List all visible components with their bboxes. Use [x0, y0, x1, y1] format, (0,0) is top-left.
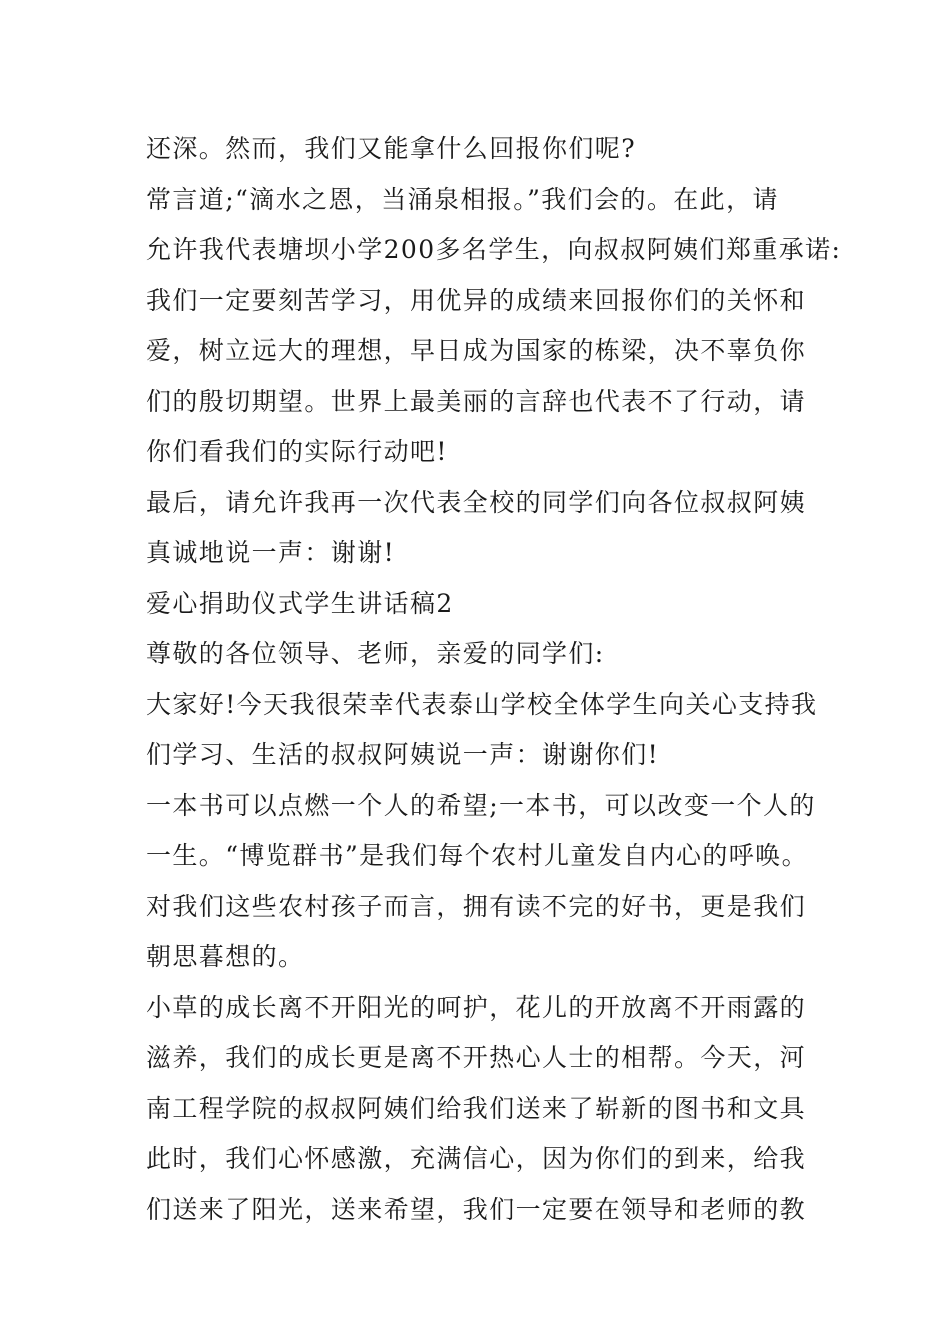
text-line: 南工程学院的叔叔阿姨们给我们送来了崭新的图书和文具 [146, 1093, 807, 1123]
body-text [146, 124, 842, 1235]
text-line: 还深。然而，我们又能拿什么回报你们呢? [146, 134, 637, 163]
text-line: 常言道;“滴水之恩，当涌泉相报。”我们会的。在此，请 [146, 184, 779, 214]
text-line: 我们一定要刻苦学习，用优异的成绩来回报你们的关怀和 [146, 285, 807, 315]
text-line: 最后，请允许我再一次代表全校的同学们向各位叔叔阿姨 [146, 487, 807, 517]
text-line: 对我们这些农村孩子而言，拥有读不完的好书，更是我们 [146, 891, 807, 921]
text-line: 你们看我们的实际行动吧! [146, 437, 448, 466]
text-line: 们的殷切期望。世界上最美丽的言辞也代表不了行动，请 [146, 386, 807, 416]
text-line: 们送来了阳光，送来希望，我们一定要在领导和老师的教 [146, 1194, 807, 1224]
salutation: 尊敬的各位领导、老师，亲爱的同学们: [146, 639, 605, 668]
text-line: 朝思暮想的。 [146, 942, 305, 971]
section-heading: 爱心捐助仪式学生讲话稿2 [146, 588, 454, 618]
text-line: 爱，树立远大的理想，早日成为国家的栋梁，决不辜负你 [146, 336, 807, 365]
text-line: 一本书可以点燃一个人的希望;一本书，可以改变一个人的 [146, 790, 816, 820]
text-line: 此时，我们心怀感激，充满信心，因为你们的到来，给我 [146, 1144, 807, 1173]
text-line: 滋养，我们的成长更是离不开热心人士的相帮。今天，河 [146, 1043, 807, 1072]
text-line: 真诚地说一声：谢谢! [146, 538, 396, 567]
text-line: 一生。“博览群书”是我们每个农村儿童发自内心的呼唤。 [146, 841, 808, 870]
text-line: 允许我代表塘坝小学200多名学生，向叔叔阿姨们郑重承诺: [146, 235, 842, 264]
text-line: 大家好!今天我很荣幸代表泰山学校全体学生向关心支持我 [146, 689, 818, 719]
text-line: 小草的成长离不开阳光的呵护，花儿的开放离不开雨露的 [146, 992, 807, 1022]
text-line: 们学习、生活的叔叔阿姨说一声：谢谢你们! [146, 740, 660, 769]
